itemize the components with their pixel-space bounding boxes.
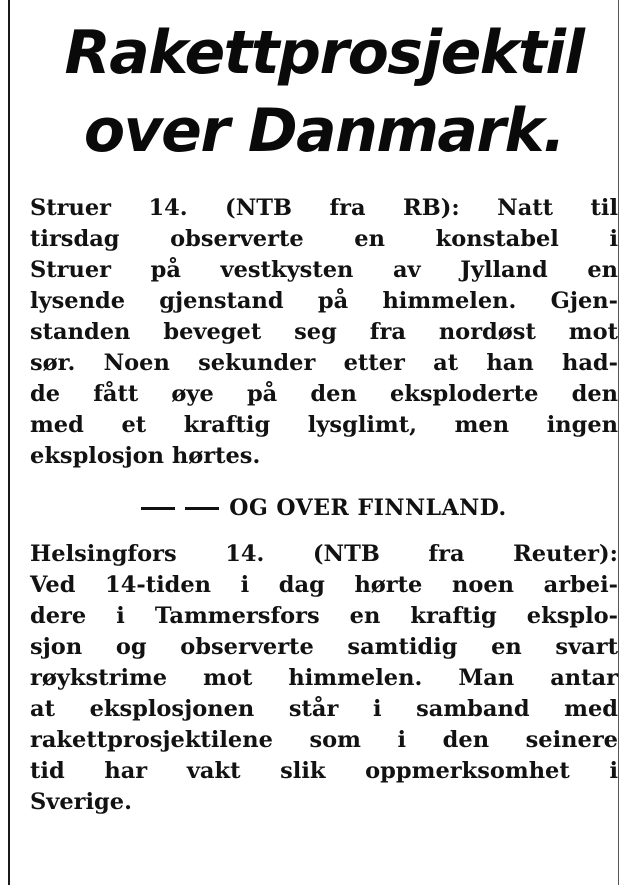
article-line: dere i Tammersfors en kraftig eksplo- xyxy=(30,603,618,629)
article-line: Sverige. xyxy=(30,789,132,815)
article-line: standen beveget seg fra nordøst mot xyxy=(30,319,618,345)
article-line: rakettprosjektilene som i den seinere xyxy=(30,727,618,753)
article-line: sør. Noen sekunder etter at han had- xyxy=(30,350,618,376)
article-finland xyxy=(30,539,618,818)
article-line: Ved 14-tiden i dag hørte noen arbei- xyxy=(30,572,618,598)
article-line: Struer på vestkysten av Jylland en xyxy=(30,257,618,283)
dash-rule xyxy=(185,507,219,510)
headline xyxy=(30,14,618,170)
column-rule-left xyxy=(8,0,10,885)
article-line: med et kraftig lysglimt, men ingen xyxy=(30,412,618,438)
column-rule-right xyxy=(618,0,619,885)
dash-rule xyxy=(141,507,175,510)
article-denmark xyxy=(30,193,618,472)
article-line: eksplosjon hørtes. xyxy=(30,443,261,469)
article-line: tid har vakt slik oppmerksomhet i xyxy=(30,758,618,784)
article-line: sjon og observerte samtidig en svart xyxy=(30,634,618,660)
subheading-text: OG OVER FINNLAND. xyxy=(229,495,507,521)
article-line: de fått øye på den eksploderte den xyxy=(30,381,618,407)
article-line: lysende gjenstand på himmelen. Gjen- xyxy=(30,288,618,314)
newspaper-clipping xyxy=(30,14,618,818)
headline-line-1: Rakettprosjektil xyxy=(64,18,584,88)
article-line: røykstrime mot himmelen. Man antar xyxy=(30,665,618,691)
headline-line-2: over Danmark. xyxy=(83,96,565,166)
article-line: Struer 14. (NTB fra RB): Natt til xyxy=(30,195,618,221)
article-line: at eksplosjonen står i samband med xyxy=(30,696,618,722)
article-line: tirsdag observerte en konstabel i xyxy=(30,226,618,252)
subheading xyxy=(30,492,618,523)
article-line: Helsingfors 14. (NTB fra Reuter): xyxy=(30,541,618,567)
